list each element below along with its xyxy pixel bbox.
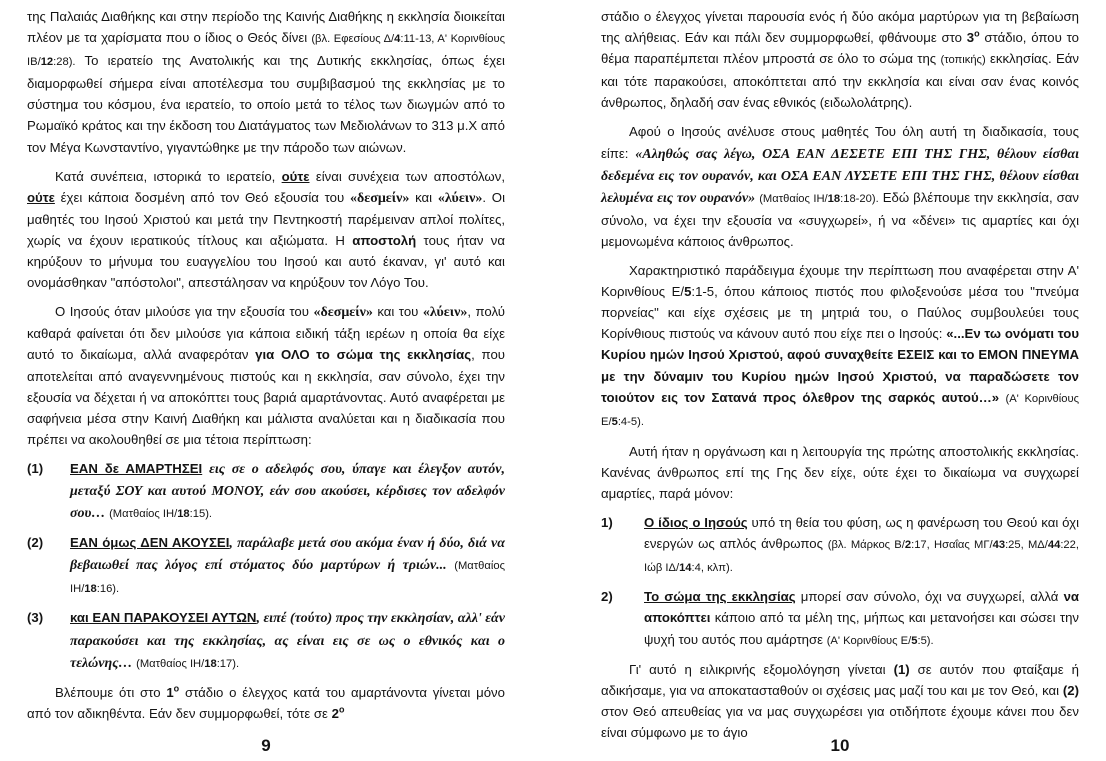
paragraph: Ο Ιησούς όταν μιλούσε για την εξουσία του «δεσμείν» και του «λύειν», πολύ καθαρά φαίνεται ότι δεν μιλούσε για κάποια ειδική τάξη ιερέων η οποία θα είχε αυτό το δικαίωμα, αλλά αναφερόταν για ΟΛΟ το σώμα της εκκλησίας, που αποτελείται από αναγεννημένους πιστούς και η εκκλησία, σαν σύνολο, έχει την εξουσία να δέχεται ή να αποκόπτει τους βαριά αμαρτάνοντας. Αυτό αναφέρεται με σαφήνεια μέσα στην Καινή Διαθήκη και μάλιστα αναλύεται και η διαδικασία που πρέπει να ακολουθηθεί σε μια τέτοια περίπτωση:: [27, 304, 506, 447]
list-item: (1) ΕΑΝ δε ΑΜΑΡΤΗΣΕΙ εις σε ο αδελφός σου, ύπαγε και έλεγξον αυτόν, μεταξύ ΣΟΥ και αυτού ΜΟΝΟΥ, εάν σου ακούσει, κέρδισες τον αδελφόν σου… (Ματθαίος ΙΗ/18:15).: [27, 460, 505, 522]
paragraph: Χαρακτηριστικό παράδειγμα έχουμε την περίπτωση που αναφέρεται στην Α' Κορινθίους Ε/5:1-5, όπου κάποιος πιστός που φιλοξενούσε μέσα του "πνεύμα πορνείας" και είχε σχέσεις με τη μητριά του, ο Παύλος συμβουλεύει τους Κορίνθιους πιστούς να κάνουν αυτό που είχε πει ο Ιησούς: «...Εν τω ονόματι του Κυρίου ημών Ιησού Χριστού, αφού συναχθείτε ΕΣΕΙΣ και το ΕΜΟΝ ΠΝΕΥΜΑ με την δύναμιν του Κυρίου ημών Ιησού Χριστού, να παραδώσετε τον τοιούτον εις τον Σατανά προς όλεθρον της σαρκός αυτού…» (Α' Κορινθίους Ε/5:4-5).: [601, 263, 1079, 428]
paragraph: Γι' αυτό η ειλικρινής εξομολόγηση γίνεται (1) σε αυτόν που φταίξαμε ή αδικήσαμε, για να αποκατασταθούν οι σχέσεις μας μαζί του και με τον Θεό, και (2) στον Θεό απευθείας για να μας συγχωρέσει για οτιδήποτε έχουμε κάνει που δεν είναι σύμφωνο με το άγιο: [601, 661, 1079, 740]
emphasis-word: «λύειν»: [422, 305, 468, 321]
paragraph: της Παλαιάς Διαθήκης και στην περίοδο της Καινής Διαθήκης η εκκλησία διοικείται πλέον με τα χαρίσματα που ο ίδιος ο Θεός δίνει (βλ. Εφεσίους Δ/4:11-13, Α' Κορινθίους ΙΒ/12:28). Το ιερατείο της Ανατολικής και της Δυτικής εκκλησίας, όπως έχει διαμορφωθεί σήμερα είναι αποτέλεσμα του συμβιβασμού της εκκλησίας με το σύστημα του κόσμου, ένα ιερατείο, το οποίο μετά το τέλος των διωγμών από το Ρωμαϊκό κράτος και την έκδοση του Διατάγματος των Μεδιολάνων το 313 μ.Χ από τον Μέγα Κωνσταντίνο, γιγαντώθηκε με την πάροδο των αιώνων.: [27, 9, 506, 155]
emphasis-word: ούτε: [27, 189, 55, 205]
paragraph: Αφού ο Ιησούς ανέλυσε στους μαθητές Του όλη αυτή τη διαδικασία, τους είπε: «Αληθώς σας λέγω, ΟΣΑ ΕΑΝ ΔΕΣΕΤΕ ΕΠΙ ΤΗΣ ΓΗΣ, θέλουν είσθαι δεδεμένα εις τον ουρανόν, και ΟΣΑ ΕΑΝ ΛΥΣΕΤΕ ΕΠΙ ΤΗΣ ΓΗΣ, θέλουν είσθαι λελυμένα εις τον ουρανόν» (Ματθαίος ΙΗ/18:18-20). Εδώ βλέπουμε την εκκλησία, σαν σύνολο, να έχει την εξουσία να «συγχωρεί», ή να «δένει» τις αμαρτίες και όχι μεμονωμένα κάποιος άνθρωπος.: [601, 124, 1079, 249]
list-item: 2) Το σώμα της εκκλησίας μπορεί σαν σύνολο, όχι να συγχωρεί, αλλά να αποκόπτει κάποιο από τα μέλη της, μήπως και μετανοήσει και σώσει την ψυχή του αυτός που αμάρτησε (Α' Κορινθίους Ε/5:5).: [601, 589, 1080, 647]
emphasis-word: «δεσμείν»: [313, 305, 373, 321]
scripture-quote: «Αληθώς σας λέγω, ΟΣΑ ΕΑΝ ΔΕΣΕΤΕ ΕΠΙ ΤΗΣ ΓΗΣ, θέλουν είσθαι δεδεμένα εις τον ουρανόν, και ΟΣΑ ΕΑΝ ΛΥΣΕΤΕ ΕΠΙ ΤΗΣ ΓΗΣ, θέλουν είσθαι λελυμένα εις τον ουρανόν»: [601, 146, 1079, 206]
emphasis-word: «δεσμείν»: [349, 190, 410, 206]
page-number: 10: [830, 735, 850, 755]
right-page: [601, 6, 1079, 758]
page-number: 9: [261, 735, 271, 755]
emphasis-phrase: για ΟΛΟ το σώμα της εκκλησίας: [255, 347, 472, 363]
list-item: (2) ΕΑΝ όμως ΔΕΝ ΑΚΟΥΣΕΙ, παράλαβε μετά σου ακόμα έναν ή δύο, διά να βεβαιωθεί πας λόγος επί στόματος δύο μαρτύρων ή τριών... (Ματθαίος ΙΗ/18:16).: [27, 535, 505, 596]
left-page: [27, 6, 505, 758]
scripture-reference: (βλ. Εφεσίους Δ/4:11-13, Α' Κορινθίους ΙΒ/12:28).: [27, 33, 506, 69]
paragraph: Αυτή ήταν η οργάνωση και η λειτουργία της πρώτης αποστολικής εκκλησίας. Κανένας άνθρωπος επί της Γης δεν είχε, ούτε έχει το δικαίωμα να συγχωρεί αμαρτίες, παρά μόνον:: [601, 443, 1079, 501]
emphasis-word: ούτε: [281, 168, 310, 184]
scripture-quote: «...Εν τω ονόματι του Κυρίου ημών Ιησού Χριστού, αφού συναχθείτε ΕΣΕΙΣ και το ΕΜΟΝ ΠΝΕΥΜΑ με την δύναμιν του Κυρίου ημών Ιησού Χριστού, να παραδώσετε τον τοιούτον εις τον Σατανά προς όλεθρον της σαρκός αυτού…»: [601, 326, 1079, 405]
list-item: 1) Ο ίδιος ο Ιησούς υπό τη θεία του φύση, ως η φανέρωση του Θεού και όχι ενεργών ως απλός άνθρωπος (βλ. Μάρκος Β/2:17, Ησαΐας ΜΓ/43:25, ΜΔ/44:22, Ιώβ ΙΔ/14:4, κλπ).: [601, 515, 1079, 575]
paragraph: Βλέπουμε ότι στο $1^o$ στάδιο ο έλεγχος κατά του αμαρτάνοντα γίνεται μόνο από τον αδικηθέντα. Εάν δεν συμμορφωθεί, τότε σε $2^o$: [27, 683, 505, 721]
paragraph: Κατά συνέπεια, ιστορικά το ιερατείο, ούτε είναι συνέχεια των αποστόλων, ούτε έχει κάποια δοσμένη από τον Θεό εξουσία του «δεσμείν» και «λύειν». Οι μαθητές του Ιησού Χριστού και μετά την Πεντηκοστή παρέμειναν απλοί πολίτες, χωρίς να έχουν ιερατικούς τίτλους και αξιώματα. Η αποστολή τους ήταν να κηρύξουν το μήνυμα του ευαγγελίου του Ιησού και αυτό έκαναν, γι' αυτό και ονομάσθηκαν "απόστολοι", απεστάλησαν να κηρύξουν τον Λόγο Του.: [27, 168, 506, 291]
list-item: (3) και ΕΑΝ ΠΑΡΑΚΟΥΣΕΙ ΑΥΤΩΝ, ειπέ (τούτο) προς την εκκλησίαν, αλλ' εάν παρακούσει και της εκκλησίας, ας είναι εις σε ως ο εθνικός και ο τελώνης… (Ματθαίος ΙΗ/18:17).: [27, 610, 506, 671]
emphasis-word: αποστολή: [352, 232, 417, 248]
emphasis-word: «λύειν»: [437, 190, 483, 206]
paragraph: στάδιο ο έλεγχος γίνεται παρουσία ενός ή δύο ακόμα μαρτύρων για τη βεβαίωση της αλήθειας. Εάν και πάλι δεν συμμορφωθεί, φθάνουμε στο $3^o$ στάδιο, όπου το θέμα παραπέμπεται πλέον μπροστά σε όλο το σώμα της (τοπικής) εκκλησίας. Εάν και τότε παρακούσει, αποκόπτεται από την εκκλησία και είναι σαν ένας κοινός άνθρωπος, δηλαδή σαν ένας εθνικός (ειδωλολάτρης).: [601, 9, 1080, 111]
